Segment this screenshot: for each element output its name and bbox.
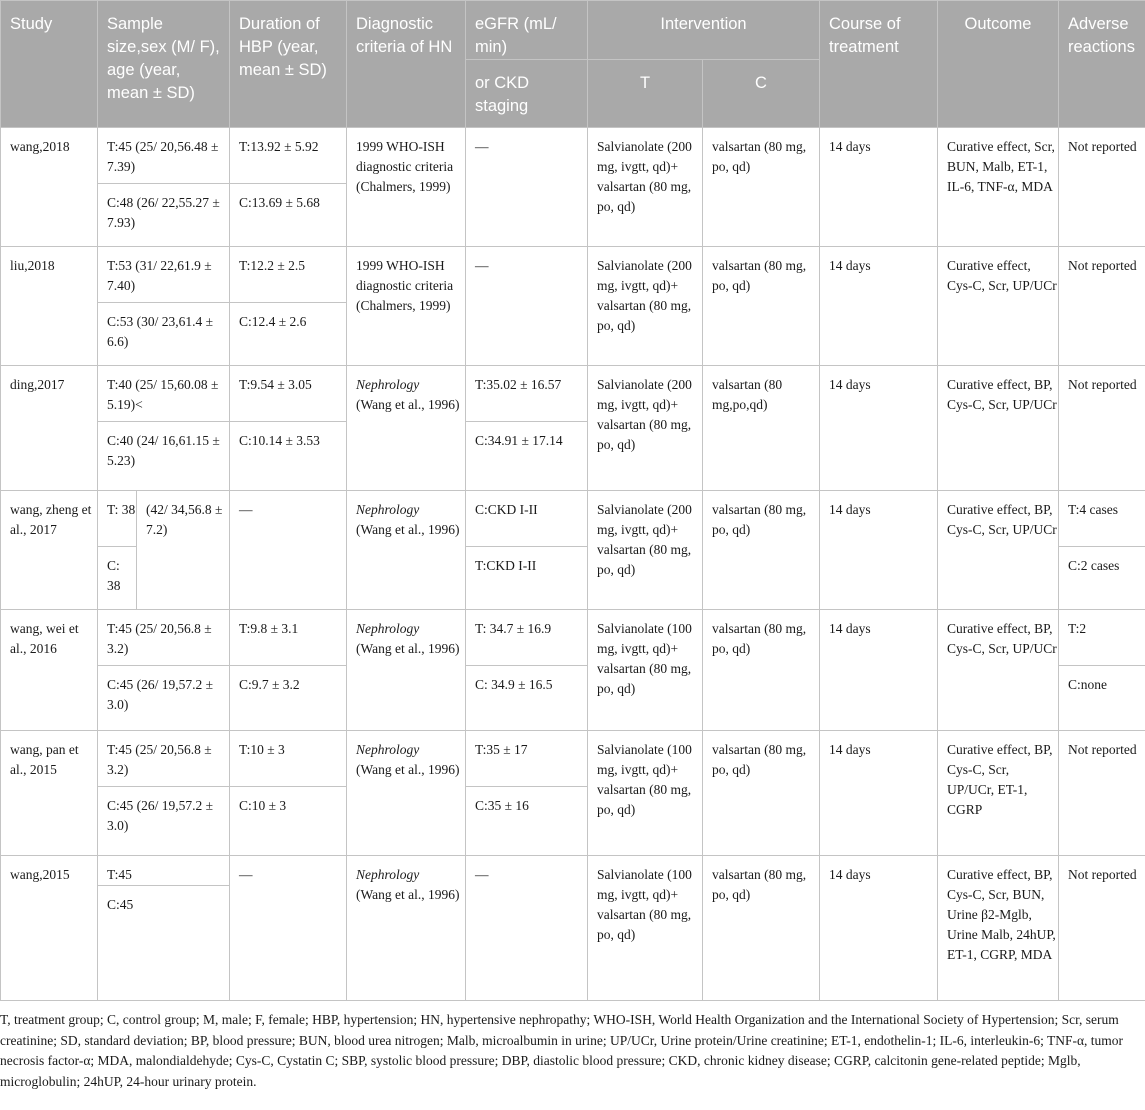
cell-sample-t: T: 38: [98, 491, 137, 547]
criteria-citation: (Wang et al., 1996): [356, 762, 460, 777]
cell-sample-c: C:45 (26/ 19,57.2 ± 3.0): [98, 787, 230, 856]
table-footnote: T, treatment group; C, control group; M, male; F, female; HBP, hypertension; HN, hypertensive nephropathy; WHO-ISH, World Health Organization and the International Society of Hypertension; Scr, serum creatinine; SD, standard deviation; BP, blood pressure; BUN, blood urea nitrogen; Malb, microalbumin in urine; UP/UCr, Urine protein/Urine creatinine; ET-1, endothelin-1; IL-6, interleukin-6; TNF-α, tumor necrosis factor-α; MDA, malondialdehyde; Cys-C, Cystatin C; SBP, systolic blood pressure; DBP, diastolic blood pressure; CKD, chronic kidney disease; CGRP, calcitonin gene-related peptide; Mglb, microglobulin; 24hUP, 24-hour urinary protein.: [0, 1012, 1124, 1089]
cell-intervention-c: valsartan (80 mg, po, qd): [703, 610, 820, 731]
criteria-journal: Nephrology: [356, 502, 420, 517]
cell-outcome: Curative effect, BP, Cys-C, Scr, UP/UCr: [938, 366, 1059, 491]
cell-adverse-c: C:2 cases: [1059, 547, 1145, 610]
cell-duration-t: T:12.2 ± 2.5: [230, 247, 347, 303]
cell-intervention-t: Salvianolate (100 mg, ivgtt, qd)+ valsartan (80 mg, po, qd): [588, 856, 703, 1001]
cell-egfr: —: [466, 247, 588, 366]
cell-criteria: [347, 731, 466, 856]
cell-adverse-c: C:none: [1059, 666, 1145, 731]
cell-sample-c: C:48 (26/ 22,55.27 ± 7.93): [98, 184, 230, 247]
header-row-top: [1, 1, 1145, 60]
cell-duration-c: C:12.4 ± 2.6: [230, 303, 347, 366]
cell-adverse: Not reported: [1059, 856, 1145, 1001]
cell-sample-shared: (42/ 34,56.8 ± 7.2): [137, 491, 230, 610]
header-egfr-ckd: or CKD staging: [466, 60, 588, 128]
header-intervention-t: T: [588, 60, 703, 128]
cell-intervention-t: Salvianolate (200 mg, ivgtt, qd)+ valsartan (80 mg, po, qd): [588, 128, 703, 247]
cell-adverse: Not reported: [1059, 128, 1145, 247]
cell-outcome: Curative effect, BP, Cys-C, Scr, BUN, Urine β2-Mglb, Urine Malb, 24hUP, ET-1, CGRP, MDA: [938, 856, 1059, 1001]
criteria-citation: (Wang et al., 1996): [356, 641, 460, 656]
cell-outcome: Curative effect, BP, Cys-C, Scr, UP/UCr: [938, 491, 1059, 610]
cell-criteria: [347, 491, 466, 610]
cell-intervention-c: valsartan (80 mg, po, qd): [703, 856, 820, 1001]
criteria-journal: Nephrology: [356, 377, 420, 392]
cell-sample-c: C:45: [98, 886, 230, 1001]
cell-intervention-c: valsartan (80 mg, po, qd): [703, 731, 820, 856]
cell-sample-t: T:45 (25/ 20,56.8 ± 3.2): [98, 610, 230, 666]
cell-outcome: Curative effect, Scr, BUN, Malb, ET-1, IL-6, TNF-α, MDA: [938, 128, 1059, 247]
header-sample-size: Sample size,sex (M/ F), age (year, mean ± SD): [98, 1, 230, 128]
cell-duration: —: [230, 856, 347, 1001]
cell-egfr-c: C: 34.9 ± 16.5: [466, 666, 588, 731]
cell-duration-c: C:10 ± 3: [230, 787, 347, 856]
header-study: Study: [1, 1, 98, 128]
header-egfr: eGFR (mL/ min): [466, 1, 588, 60]
cell-adverse: Not reported: [1059, 731, 1145, 856]
cell-intervention-c: valsartan (80 mg, po, qd): [703, 491, 820, 610]
cell-sample-c: C:40 (24/ 16,61.15 ± 5.23): [98, 422, 230, 491]
cell-course: 14 days: [820, 856, 938, 1001]
cell-outcome: Curative effect, Cys-C, Scr, UP/UCr: [938, 247, 1059, 366]
cell-intervention-t: Salvianolate (200 mg, ivgtt, qd)+ valsartan (80 mg, po, qd): [588, 366, 703, 491]
cell-adverse: Not reported: [1059, 366, 1145, 491]
cell-criteria: [347, 856, 466, 1001]
cell-egfr: —: [466, 128, 588, 247]
cell-sample-t: T:45: [98, 856, 230, 886]
cell-intervention-t: Salvianolate (200 mg, ivgtt, qd)+ valsartan (80 mg, po, qd): [588, 491, 703, 610]
criteria-journal: Nephrology: [356, 867, 420, 882]
cell-egfr-a: C:CKD I-II: [466, 491, 588, 547]
header-diagnostic-criteria: Diagnostic criteria of HN: [347, 1, 466, 128]
cell-criteria: 1999 WHO-ISH diagnostic criteria (Chalmers, 1999): [347, 128, 466, 247]
cell-egfr: —: [466, 856, 588, 1001]
criteria-citation: (Wang et al., 1996): [356, 887, 460, 902]
cell-outcome: Curative effect, BP, Cys-C, Scr, UP/UCr, ET-1, CGRP: [938, 731, 1059, 856]
cell-duration: —: [230, 491, 347, 610]
table-row: [1, 731, 1145, 787]
cell-intervention-c: valsartan (80 mg,po,qd): [703, 366, 820, 491]
cell-intervention-t: Salvianolate (100 mg, ivgtt, qd)+ valsartan (80 mg, po, qd): [588, 610, 703, 731]
criteria-citation: (Wang et al., 1996): [356, 397, 460, 412]
cell-study: wang, pan et al., 2015: [1, 731, 98, 856]
cell-duration-c: C:9.7 ± 3.2: [230, 666, 347, 731]
criteria-journal: Nephrology: [356, 621, 420, 636]
cell-duration-t: T:10 ± 3: [230, 731, 347, 787]
table-row: [1, 128, 1145, 184]
cell-sample-c: C:45 (26/ 19,57.2 ± 3.0): [98, 666, 230, 731]
header-duration: Duration of HBP (year, mean ± SD): [230, 1, 347, 128]
cell-course: 14 days: [820, 610, 938, 731]
cell-egfr-c: C:35 ± 16: [466, 787, 588, 856]
table-row: [1, 247, 1145, 303]
cell-duration-t: T:13.92 ± 5.92: [230, 128, 347, 184]
cell-course: 14 days: [820, 128, 938, 247]
cell-study: wang, zheng et al., 2017: [1, 491, 98, 610]
cell-criteria: [347, 610, 466, 731]
cell-egfr-t: T:35.02 ± 16.57: [466, 366, 588, 422]
cell-study: liu,2018: [1, 247, 98, 366]
cell-intervention-c: valsartan (80 mg, po, qd): [703, 247, 820, 366]
cell-sample-c: C: 38: [98, 547, 137, 610]
table-row: [1, 366, 1145, 422]
cell-adverse-t: T:2: [1059, 610, 1145, 666]
cell-duration-c: C:10.14 ± 3.53: [230, 422, 347, 491]
cell-egfr-b: T:CKD I-II: [466, 547, 588, 610]
header-intervention: Intervention: [588, 1, 820, 60]
cell-study: ding,2017: [1, 366, 98, 491]
cell-adverse-t: T:4 cases: [1059, 491, 1145, 547]
cell-study: wang,2018: [1, 128, 98, 247]
cell-study: wang,2015: [1, 856, 98, 1001]
table-row: [1, 610, 1145, 666]
header-outcome: Outcome: [938, 1, 1059, 128]
cell-sample-t: T:40 (25/ 15,60.08 ± 5.19)<: [98, 366, 230, 422]
cell-outcome: Curative effect, BP, Cys-C, Scr, UP/UCr: [938, 610, 1059, 731]
cell-duration-t: T:9.8 ± 3.1: [230, 610, 347, 666]
header-course: Course of treatment: [820, 1, 938, 128]
header-intervention-c: C: [703, 60, 820, 128]
cell-intervention-c: valsartan (80 mg, po, qd): [703, 128, 820, 247]
cell-sample-t: T:45 (25/ 20,56.48 ± 7.39): [98, 128, 230, 184]
cell-intervention-t: Salvianolate (200 mg, ivgtt, qd)+ valsartan (80 mg, po, qd): [588, 247, 703, 366]
cell-course: 14 days: [820, 731, 938, 856]
cell-egfr-t: T: 34.7 ± 16.9: [466, 610, 588, 666]
cell-egfr-c: C:34.91 ± 17.14: [466, 422, 588, 491]
cell-intervention-t: Salvianolate (100 mg, ivgtt, qd)+ valsartan (80 mg, po, qd): [588, 731, 703, 856]
criteria-citation: (Wang et al., 1996): [356, 522, 460, 537]
cell-study: wang, wei et al., 2016: [1, 610, 98, 731]
cell-duration-t: T:9.54 ± 3.05: [230, 366, 347, 422]
cell-criteria: [347, 366, 466, 491]
cell-sample-t: T:53 (31/ 22,61.9 ± 7.40): [98, 247, 230, 303]
table-row: [1, 491, 1145, 547]
table-row: [1, 856, 1145, 886]
cell-sample-c: C:53 (30/ 23,61.4 ± 6.6): [98, 303, 230, 366]
cell-criteria: 1999 WHO-ISH diagnostic criteria (Chalmers, 1999): [347, 247, 466, 366]
header-adverse: Adverse reactions: [1059, 1, 1145, 128]
cell-course: 14 days: [820, 491, 938, 610]
cell-course: 14 days: [820, 366, 938, 491]
criteria-journal: Nephrology: [356, 742, 420, 757]
cell-egfr-t: T:35 ± 17: [466, 731, 588, 787]
cell-sample-t: T:45 (25/ 20,56.8 ± 3.2): [98, 731, 230, 787]
cell-duration-c: C:13.69 ± 5.68: [230, 184, 347, 247]
cell-course: 14 days: [820, 247, 938, 366]
cell-adverse: Not reported: [1059, 247, 1145, 366]
